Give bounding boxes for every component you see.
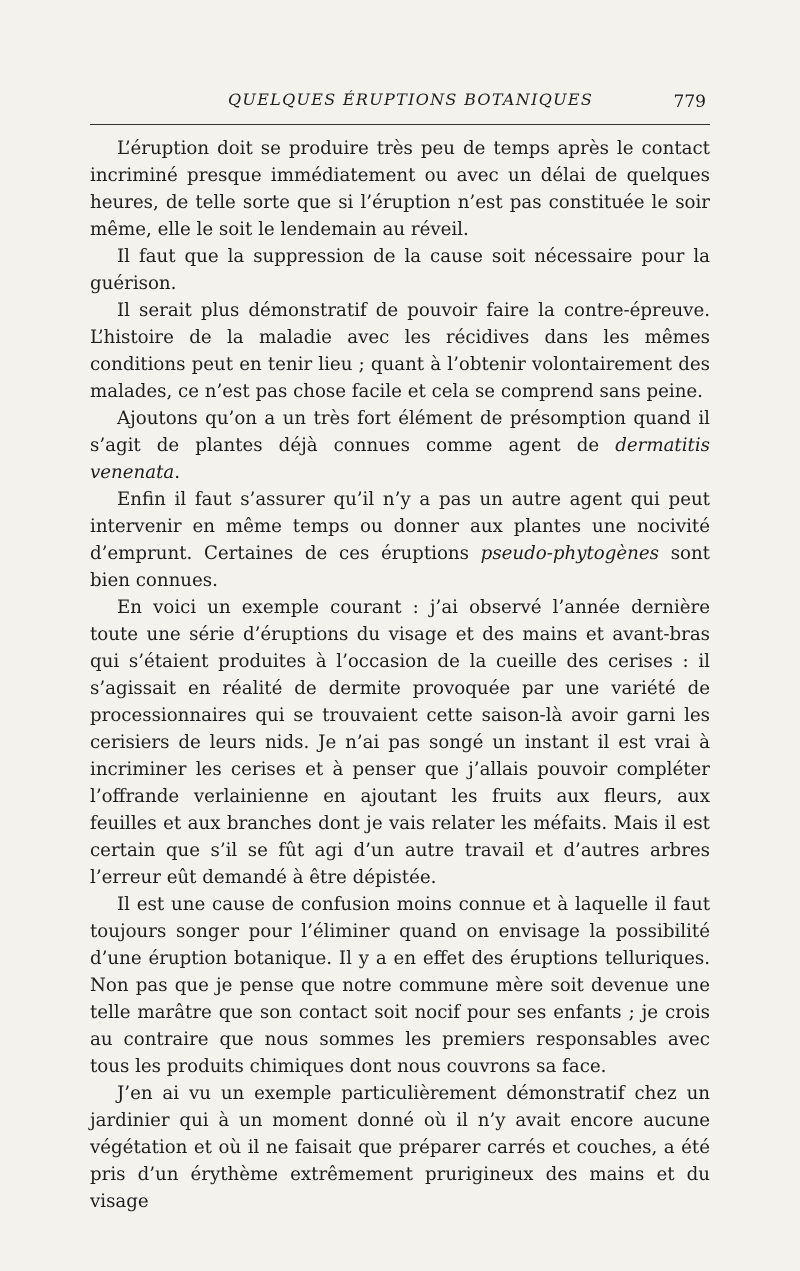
running-title: QUELQUES ÉRUPTIONS BOTANIQUES [228,90,594,109]
page-number: 779 [673,92,706,112]
paragraph-5 [90,486,710,594]
paragraph-6: En voici un exemple courant : j’ai observé l’année dernière toute une série d’éruptions du visage et des mains et avant-bras qui s’étaient produites à l’occasion de la cueille des cerises : il s’agissait en réalité de dermite provoquée par une variété de processionnaires qui se trouvaient cette saison-là avoir garni les cerisiers de leurs nids. Je n’ai pas songé un instant il est vrai à incriminer les cerises et à penser que j’allais pouvoir compléter l’offrande verlainienne en ajoutant les fruits aux fleurs, aux feuilles et aux branches dont je vais relater les méfaits. Mais il est certain que s’il se fût agi d’un autre travail et d’autres arbres l’erreur eût demandé à être dépistée. [90,597,710,888]
paragraph-4-end: . [174,462,181,483]
paragraph-4-text: Ajoutons qu’on a un très fort élément de présomption quand il s’agit de plantes déjà connues comme agent de [90,408,710,456]
running-head [90,88,710,118]
paragraph-4-italic: dermatitis venenata [90,435,710,483]
paragraph-2: Il faut que la suppression de la cause soit nécessaire pour la guérison. [90,246,710,294]
body-text [90,135,710,1215]
header-rule [90,124,710,125]
paragraph-5-end: sont bien connues. [90,543,710,591]
paragraph-7: Il est une cause de confusion moins connue et à laquelle il faut toujours songer pour l’éliminer quand on envisage la possibilité d’une éruption botanique. Il y a en effet des éruptions telluriques. Non pas que je pense que notre commune mère soit devenue une telle marâtre que son contact soit nocif pour ses enfants ; je crois au contraire que nous sommes les premiers responsables avec tous les produits chimiques dont nous couvrons sa face. [90,894,710,1077]
paragraph-5-italic: pseudo-phytogènes [480,543,659,564]
paragraph-8: J’en ai vu un exemple particulièrement démonstratif chez un jardinier qui à un moment donné où il n’y avait encore aucune végétation et où il ne faisait que préparer carrés et couches, a été pris d’un érythème extrêmement prurigineux des mains et du visage [90,1083,710,1212]
paragraph-5-text: Enfin il faut s’assurer qu’il n’y a pas un autre agent qui peut intervenir en même temps ou donner aux plantes une nocivité d’emprunt. Certaines de ces éruptions [90,489,710,564]
paragraph-4 [90,405,710,486]
paragraph-3: Il serait plus démonstratif de pouvoir faire la contre-épreuve. L’histoire de la maladie avec les récidives dans les mêmes conditions peut en tenir lieu ; quant à l’obtenir volontairement des malades, ce n’est pas chose facile et cela se comprend sans peine. [90,300,710,402]
paragraph-1: L’éruption doit se produire très peu de temps après le contact incriminé presque immédiatement ou avec un délai de quelques heures, de telle sorte que si l’éruption n’est pas constituée le soir même, elle le soit le lendemain au réveil. [90,138,710,240]
